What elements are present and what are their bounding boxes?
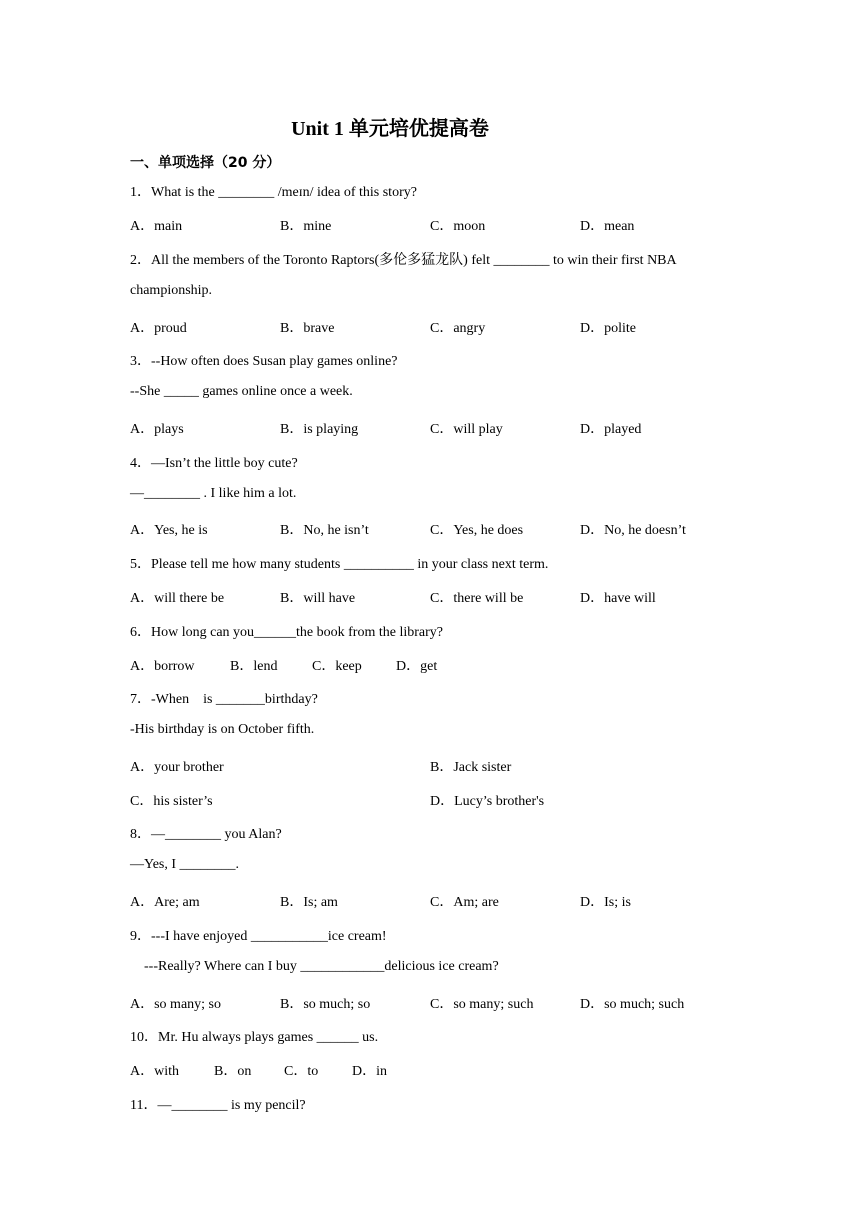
- option-c: C．moon: [430, 219, 486, 234]
- question-10-stem: 10．Mr. Hu always plays games ______ us.: [130, 1030, 379, 1045]
- question-2-stem: 2．All the members of the Toronto Raptors(多伦多猛龙队) felt ________ to win their first NBA: [130, 253, 677, 268]
- question-4-stem-cont: —________ . I like him a lot.: [130, 486, 297, 501]
- option-d: D．get: [396, 659, 438, 674]
- option-c: C．keep: [312, 659, 362, 674]
- question-7-stem-cont: -His birthday is on October fifth.: [130, 722, 315, 737]
- option-c: C．angry: [430, 321, 486, 336]
- option-b: B．so much; so: [280, 997, 371, 1012]
- option-a: A．your brother: [130, 760, 224, 775]
- question-6-stem: 6．How long can you______the book from the library?: [130, 625, 443, 640]
- question-8-stem: 8．—________ you Alan?: [130, 827, 282, 842]
- option-a: A．Yes, he is: [130, 523, 208, 538]
- question-8-stem-cont: —Yes, I ________.: [130, 857, 240, 872]
- option-d: D．Lucy’s brother's: [430, 794, 545, 809]
- option-b: B．No, he isn’t: [280, 523, 369, 538]
- question-3-stem: 3．--How often does Susan play games online?: [130, 354, 398, 369]
- option-a: A．with: [130, 1064, 179, 1079]
- option-c: C．Yes, he does: [430, 523, 524, 538]
- question-9-stem-cont: ---Really? Where can I buy ____________delicious ice cream?: [144, 959, 499, 974]
- option-c: C．Am; are: [430, 895, 499, 910]
- question-3-stem-cont: --She _____ games online once a week.: [130, 384, 353, 399]
- question-4-stem: 4．—Isn’t the little boy cute?: [130, 456, 298, 471]
- option-c: C．there will be: [430, 591, 524, 606]
- option-a: A．Are; am: [130, 895, 200, 910]
- option-a: A．borrow: [130, 659, 195, 674]
- option-b: B．Jack sister: [430, 760, 512, 775]
- question-5-stem: 5．Please tell me how many students __________ in your class next term.: [130, 557, 549, 572]
- option-a: A．so many; so: [130, 997, 221, 1012]
- option-a: A．plays: [130, 422, 184, 437]
- option-c: C．his sister’s: [130, 794, 213, 809]
- option-b: B．Is; am: [280, 895, 338, 910]
- option-d: D．so much; such: [580, 997, 685, 1012]
- question-11-stem: 11．—________ is my pencil?: [130, 1098, 306, 1113]
- option-a: A．main: [130, 219, 183, 234]
- option-a: A．will there be: [130, 591, 225, 606]
- option-b: B．on: [214, 1064, 252, 1079]
- question-9-stem: 9．---I have enjoyed ___________ice cream!: [130, 929, 387, 944]
- question-2-stem-cont: championship.: [130, 283, 213, 298]
- option-c: C．so many; such: [430, 997, 534, 1012]
- option-d: D．Is; is: [580, 895, 631, 910]
- option-b: B．mine: [280, 219, 332, 234]
- option-a: A．proud: [130, 321, 187, 336]
- option-d: D．No, he doesn’t: [580, 523, 686, 538]
- option-b: B．will have: [280, 591, 356, 606]
- option-b: B．is playing: [280, 422, 359, 437]
- section-heading: 一、单项选择（20 分）: [130, 155, 281, 171]
- option-d: D．polite: [580, 321, 636, 336]
- question-1-stem: 1．What is the ________ /meɪn/ idea of this story?: [130, 185, 417, 200]
- question-7-stem: 7．-When is _______birthday?: [130, 692, 318, 707]
- option-b: B．lend: [230, 659, 278, 674]
- option-d: D．in: [352, 1064, 387, 1079]
- option-d: D．played: [580, 422, 642, 437]
- page-title: Unit 1 单元培优提高卷: [291, 118, 489, 140]
- option-d: D．have will: [580, 591, 656, 606]
- option-d: D．mean: [580, 219, 635, 234]
- option-b: B．brave: [280, 321, 335, 336]
- option-c: C．to: [284, 1064, 319, 1079]
- option-c: C．will play: [430, 422, 503, 437]
